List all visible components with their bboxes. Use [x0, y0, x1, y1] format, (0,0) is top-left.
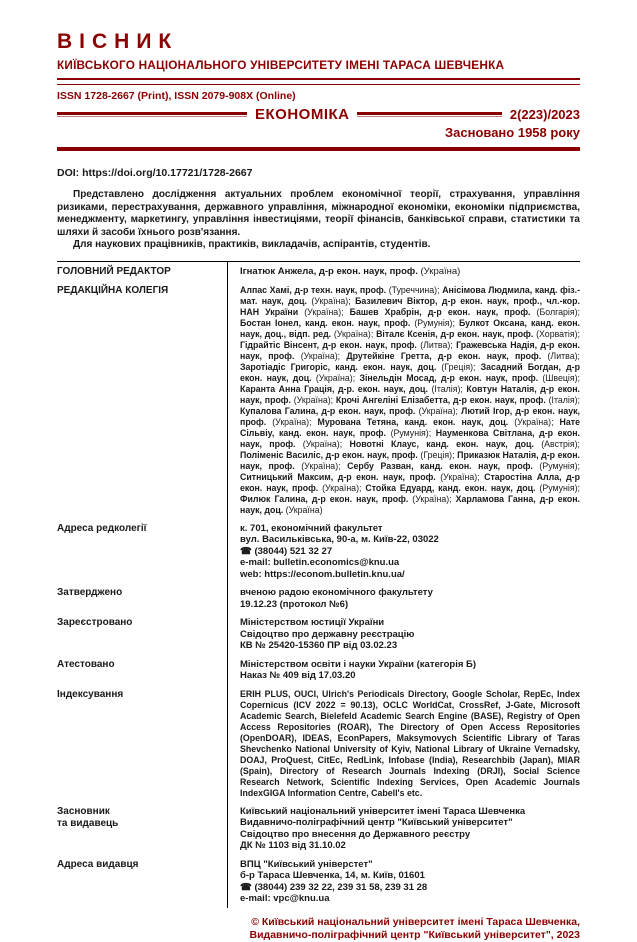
member-country: (Італія); — [545, 394, 580, 405]
member-name: Приказюк Наталія, д-р екон. наук, проф. — [240, 449, 580, 471]
member-name: Науменкова Світлана, д-р екон. наук, проф. — [240, 427, 580, 449]
member-name: Заротіадіс Григоріс, канд. екон. наук, доц. — [240, 361, 437, 372]
info-row-content-editorial-address — [227, 519, 580, 584]
member-name: Друтейкіне Гретта, д-р екон. наук, проф. — [346, 350, 542, 361]
member-country: (Швеція); — [538, 372, 580, 383]
member-country: (Італія); — [427, 383, 467, 394]
issn-line: ISSN 1728-2667 (Print), ISSN 2079-908X (Online) — [57, 90, 296, 102]
member-name: Гражевська Надія, д-р екон. наук, проф. — [240, 339, 580, 361]
member-name: Старостіна Алла, д-р екон. наук, проф. — [240, 471, 580, 493]
info-row-content-registered — [227, 613, 580, 655]
info-line: б-р Тараса Шевченка, 14, м. Київ, 01601 — [240, 870, 425, 881]
info-line: Наказ № 409 від 17.03.20 — [240, 670, 356, 681]
info-line: Свідоцтво про державну реєстрацію — [240, 628, 415, 640]
series-line — [57, 106, 580, 123]
member-country: (Румунія); — [385, 427, 436, 438]
info-line: ДК № 1103 від 31.10.02 — [240, 840, 346, 851]
member-country: (Україна); — [266, 416, 318, 427]
journal-title: ВІСНИК — [57, 30, 179, 53]
member-name: Базилевич Віктор, д-р екон. наук, проф., чл.-кор. НАН України — [240, 295, 581, 317]
info-row-content-attested — [227, 655, 580, 685]
info-line: web: https://econom.bulletin.knu.ua/ — [240, 568, 405, 580]
info-line: Свідоцтво про внесення до Державного реєстру — [240, 828, 471, 840]
member-country: (Болгарія); — [530, 306, 580, 317]
info-line: e-mail: vpc@knu.ua — [240, 893, 330, 904]
copyright-line-2: Видавничо-поліграфічний центр "Київський університет", 2023 — [249, 928, 580, 941]
member-name: Гідрайтіс Вінсент, д-р екон. наук, проф. — [240, 339, 417, 350]
header-thick-rule — [57, 147, 580, 151]
member-country: (Україна); — [508, 416, 560, 427]
info-row-content-chief-editor — [227, 262, 580, 281]
info-line: Міністерством юстиції України — [240, 617, 385, 628]
member-country: (Румунія); — [532, 460, 580, 471]
member-country: (Литва); — [416, 339, 457, 350]
info-line: вул. Васильківська, 90-а, м. Київ-22, 03022 — [240, 534, 439, 545]
member-name: Засадний Богдан, д-р екон. наук, доц. — [240, 361, 580, 383]
member-country: (Австрія); — [533, 438, 580, 449]
member-name: Анісімова Людмила, канд. фіз.-мат. наук, доц. — [240, 284, 581, 306]
abstract-paragraph-2: Для наукових працівників, практиків, викладачів, аспірантів, студентів. — [73, 239, 431, 250]
member-name: Бостан Іонел, канд. екон. наук, проф. — [240, 317, 411, 328]
founded-line: Засновано 1958 року — [444, 125, 580, 140]
header-double-rule — [57, 78, 580, 85]
abstract-paragraph-1: Представлено дослідження актуальних проблем економічної теорії, страхування, управління ризиками, перестрахування, державного управління, міжнародної економіки, економіки підприємства, менеджменту, маркетингу, управління інвестиціями, теорії фінансів, банківської справи, статистики та шляхи й засоби їхнього розв'язання. — [57, 189, 580, 238]
info-row-content-founder-publisher — [227, 802, 580, 855]
info-line: к. 701, економічний факультет — [240, 522, 383, 534]
member-country: (Україна); — [311, 372, 360, 383]
member-name: Стойка Едуард, канд. екон. наук, доц. — [365, 482, 536, 493]
member-country: (Україна); — [318, 482, 366, 493]
info-row-label-approved: Затверджено — [57, 587, 123, 598]
member-name: Башев Храбрін, д-р екон. наук, проф. — [349, 306, 531, 317]
info-line: КВ № 25420-15360 ПР від 03.02.23 — [240, 640, 398, 651]
info-line: вченою радою економічного факультету — [240, 587, 433, 598]
member-country: (Україна); — [294, 460, 348, 471]
info-row-label-indexing: Індексування — [57, 688, 124, 700]
member-country: (Литва); — [541, 350, 580, 361]
member-name: Ситницький Максим, д-р екон. наук, проф. — [240, 471, 436, 482]
info-line: Міністерством освіти і науки України (категорія Б) — [240, 658, 477, 670]
member-country: (Україна) — [283, 504, 323, 515]
member-name: Крочі Ангеліні Елізабетта, д-р екон. наук, проф. — [335, 394, 546, 405]
info-row-label-editorial-address: Адреса редколегії — [57, 522, 147, 534]
copyright-line-1: © Київський національний університет імені Тараса Шевченка, — [251, 915, 580, 928]
member-name: Поліменіс Василіс, д-р екон. наук, проф. — [240, 449, 418, 460]
member-country: (Румунія); — [410, 317, 459, 328]
info-row-label-founder-publisher: Засновник та видавець — [57, 805, 119, 829]
series-rule-left — [57, 112, 247, 117]
info-row-label-editorial-board: РЕДАКЦІЙНА КОЛЕГІЯ — [57, 284, 169, 296]
member-name: Харламова Ганна, д-р екон. наук, доц. — [240, 493, 580, 515]
member-country: (Хорватія); — [533, 328, 580, 339]
info-row-content-publisher-address — [227, 855, 580, 908]
member-country: (Україна); — [435, 471, 485, 482]
member-name: Новотні Клаус, канд. екон. наук, доц. — [349, 438, 534, 449]
info-row-label-chief-editor: ГОЛОВНИЙ РЕДАКТОР — [57, 265, 171, 277]
info-row-label-attested: Атестовано — [57, 658, 115, 670]
member-country: (Україна); — [298, 306, 350, 317]
member-country: (Греція); — [436, 361, 481, 372]
series-title: ЕКОНОМІКА — [255, 106, 350, 123]
info-row-content-indexing: ERIH PLUS, OUCI, Ulrich's Periodicals Directory, Google Scholar, RepEc, Index Copernicus (ICV 2022 = 90.13), OCLC WorldCat, CrossRef, J-Gate, Microsoft Academic Search, Bielefeld Academic Search Engine (BASE), Registry of Open Access Repositories (ROAR), The Directory of Open Access Repositories (OpenDOAR), IDEAS, EconPapers, Maksymovych Scientific Library of Taras Shevchenko National University of Kyiv, National Library of Ukraine Vernadsky, DOAJ, ProQuest, CitEc, RedLink, Infobase (India), Researchbib (Japan), MIAR (Spain), Directory of Research Journals Indexing (DRJI), Social Science Research Network, Scientific Indexing Services, Open Academic Journals IndexGIGA Information Centre, Cabell's etc. — [227, 685, 580, 802]
info-line: 19.12.23 (протокол №6) — [240, 598, 349, 610]
info-row-label-registered: Зареєстровано — [57, 617, 133, 628]
member-country: (Греція); — [417, 449, 458, 460]
member-name: Віталє Ксенія, д-р екон. наук, проф. — [376, 328, 534, 339]
copyright — [57, 916, 580, 942]
info-line: ВПЦ "Київський універстет" — [240, 858, 373, 870]
info-row-content-approved — [227, 583, 580, 613]
member-name: Ігнатюк Анжела, д-р екон. наук, проф. — [240, 265, 418, 277]
member-name: Нате Сільвіу, канд. екон. наук, проф. — [240, 416, 580, 438]
member-name: Лютий Ігор, д-р екон. наук, проф. — [240, 405, 580, 427]
member-country: (Румунія); — [535, 482, 580, 493]
info-row-content-editorial-board — [227, 281, 580, 519]
member-country: (Україна); — [295, 438, 350, 449]
info-line: ☎ (38044) 239 32 22, 239 31 58, 239 31 28 — [240, 881, 428, 893]
member-name: Купалова Галина, д-р екон. наук, проф. — [240, 405, 416, 416]
university-name: КИЇВСЬКОГО НАЦІОНАЛЬНОГО УНІВЕРСИТЕТУ ІМЕНІ ТАРАСА ШЕВЧЕНКА — [57, 58, 505, 72]
member-country: (Україна); — [294, 350, 347, 361]
member-name: Ковтун Наталія, д-р екон. наук, проф. — [240, 383, 581, 405]
info-table — [57, 261, 580, 908]
member-name: Булкот Оксана, канд. екон. наук, доц., відп. ред. — [240, 317, 580, 339]
info-line: ☎ (38044) 521 32 27 — [240, 545, 333, 557]
issue-number: 2(223)/2023 — [509, 107, 580, 122]
info-row-label-publisher-address: Адреса видавця — [57, 858, 139, 870]
member-name: Алпас Хамі, д-р техн. наук, проф. — [240, 284, 387, 295]
series-rule-right — [357, 112, 501, 117]
member-country: (Україна); — [331, 328, 377, 339]
member-name: Зінельдін Мосад, д-р екон. наук, проф. — [359, 372, 539, 383]
member-country: (Україна); — [306, 295, 356, 306]
member-name: Мурована Тетяна, канд. екон. наук, доц. — [317, 416, 509, 427]
member-name: Филюк Галина, д-р екон. наук, проф. — [240, 493, 409, 504]
journal-header — [57, 30, 580, 151]
member-country: (Україна); — [290, 394, 336, 405]
member-country: (Україна) — [417, 265, 461, 277]
info-line: Видавничо-поліграфічний центр "Київський університет" — [240, 817, 513, 828]
member-name: Каранта Анна Грація, д-р. екон. наук, доц. — [240, 383, 428, 394]
member-country: (Туреччина); — [386, 284, 443, 295]
doi-line: DOI: https://doi.org/10.17721/1728-2667 — [57, 167, 253, 179]
member-name: Сербу Разван, канд. екон. наук, проф. — [347, 460, 533, 471]
member-country: (Україна); — [415, 405, 462, 416]
info-line: e-mail: bulletin.economics@knu.ua — [240, 557, 400, 568]
member-country: (Україна); — [408, 493, 456, 504]
info-line: Київський національний університет імені Тараса Шевченка — [240, 805, 526, 817]
